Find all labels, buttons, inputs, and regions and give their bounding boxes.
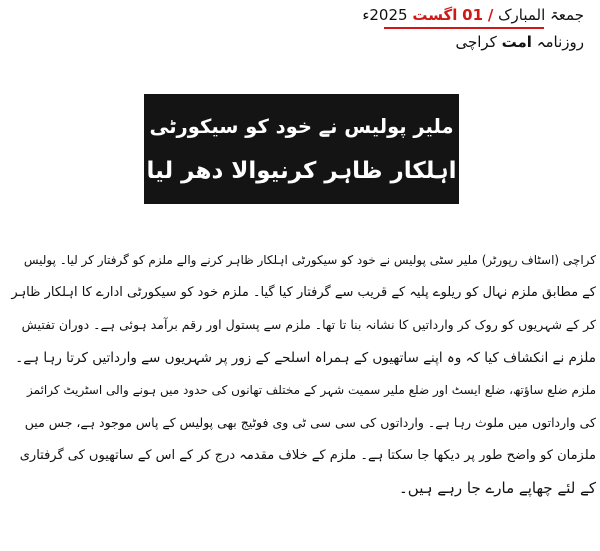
paper-brand: امت xyxy=(501,33,532,51)
headline-box xyxy=(144,94,459,204)
article-line: کراچی (اسٹاف رپورٹر) ملیر سٹی پولیس نے خود کو سیکورٹی اہلکار ظاہر کرنے والے ملزم کو گرفتار کر لیا۔ پولیس xyxy=(23,253,596,267)
dateline-underline xyxy=(384,27,544,29)
year-label: 2025ء xyxy=(362,6,408,24)
article-line: کی وارداتوں میں ملوث رہا ہے۔ وارداتوں کی سی سی ٹی وی فوٹیج بھی پولیس کے پاس موجود ہے، جس میں xyxy=(24,414,596,430)
dateline xyxy=(294,4,584,26)
article-line: کے مطابق ملزم نہال کو ریلوے پلیہ کے قریب سے گرفتار کیا گیا۔ ملزم خود کو سیکورٹی ادارے کا اہلکار ظاہر xyxy=(11,284,596,300)
masthead xyxy=(294,4,584,53)
month-label: اگست xyxy=(412,6,458,24)
article-line: ملزم ضلع ساؤتھ، ضلع ایسٹ اور ضلع ملیر سمیت شہر کے مختلف تھانوں کی حدود میں ہونے والی اسٹریٹ کرائمز xyxy=(27,383,596,398)
article-body xyxy=(6,244,596,505)
article-line: ملزم نے انکشاف کیا کہ وہ اپنے ساتھیوں کے ہمراہ اسلحے کے زور پر شہریوں سے وارداتیں کرتا رہا ہے۔ xyxy=(15,349,596,366)
day-number: 01 xyxy=(462,6,484,24)
day-label: جمعۃ المبارک xyxy=(498,6,584,24)
headline-line-1: ملیر پولیس نے خود کو سیکورٹی xyxy=(149,115,454,138)
article-line: ملزمان کو واضح طور پر دیکھا جا سکتا ہے۔ ملزم کے خلاف مقدمہ درج کر کے اس کے ساتھیوں کی گرفتاری xyxy=(19,447,596,463)
newspaper-name xyxy=(294,31,584,53)
date-separator: / xyxy=(487,6,494,24)
article-line: کے لئے چھاپے مارے جا رہے ہیں۔ xyxy=(399,479,596,498)
article-line: کر کے شہریوں کو روک کر وارداتیں کا نشانہ بنا تا تھا۔ ملزم سے پستول اور رقم برآمد ہوئی ہے۔ دوران تفتیش xyxy=(21,317,596,333)
paper-prefix: روزنامہ xyxy=(536,33,584,51)
paper-city: کراچی xyxy=(455,33,497,51)
headline-line-2: اہلکار ظاہر کرنیوالا دھر لیا xyxy=(146,158,457,184)
